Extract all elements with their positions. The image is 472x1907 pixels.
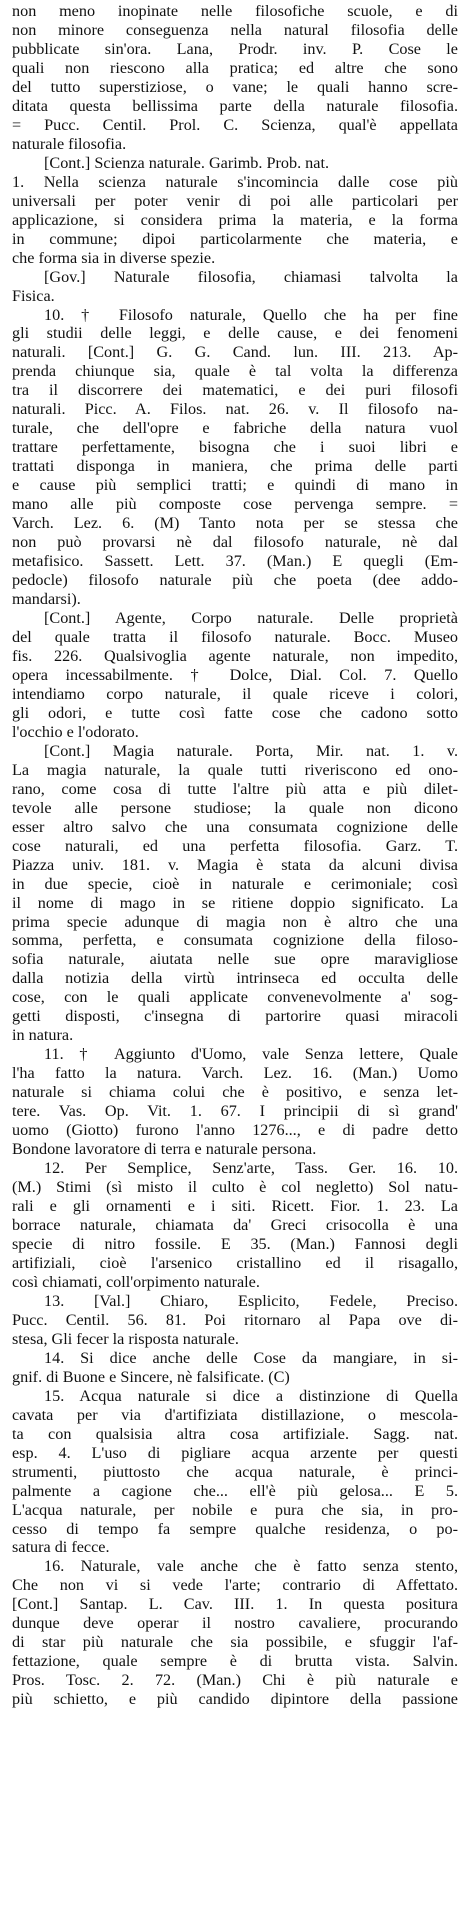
text-line: 13. [Val.] Chiaro, Esplicito, Fedele, Preciso.	[44, 1291, 458, 1310]
text-line: pedocle) filosofo naturale più che poeta (dee addo-	[12, 571, 458, 590]
text-line: [Cont.] Magia naturale. Porta, Mir. nat. 1. v.	[44, 741, 458, 760]
text-line: gli odori, e tutte così fatte cose che cadono sotto	[12, 703, 458, 722]
text-line: intendiamo corpo naturale, il quale riceve i colori,	[12, 684, 458, 703]
text-line: che forma sia in diverse spezie.	[12, 248, 216, 267]
text-line: sofia naturale, aiutata nelle sue opre maravigliose	[12, 950, 458, 969]
text-line: trattati disponga in maniera, che prima delle parti	[12, 457, 458, 476]
text-line: prenda chiunque sia, quale è tal volta la differenza	[12, 362, 458, 381]
text-line: Fisica.	[12, 286, 55, 305]
text-line: naturali. [Cont.] G. G. Cand. lun. III. 213. Ap-	[12, 343, 458, 362]
text-line: fettazione, quale sempre è di brutta vista. Salvin.	[12, 1652, 458, 1671]
text-line: [Cont.] Santap. L. Cav. III. 1. In questa positura	[12, 1595, 458, 1614]
text-line: Pucc. Centil. 56. 81. Poi ritornaro al Papa ove di-	[12, 1310, 458, 1329]
text-line: uomo (Giotto) furono l'anno 1276..., e di padre detto	[12, 1121, 458, 1140]
text-line: cavata per via d'artifiziata distillazione, o mescola-	[12, 1405, 458, 1424]
text-line: applicazione, si considera prima la materia, e la forma	[12, 210, 458, 229]
text-line: 11. † Aggiunto d'Uomo, vale Senza lettere, Quale	[44, 1045, 458, 1064]
text-line: cose naturali, ed una perfetta filosofia. Garz. T.	[12, 836, 458, 855]
text-line: non minore conseguenza nella natural filosofia delle	[12, 20, 458, 39]
text-line: il nome di mago in se ritiene doppio significato. La	[12, 893, 458, 912]
text-line: naturale si chiama colui che è positivo, e senza let-	[12, 1083, 458, 1102]
text-line: esp. 4. L'uso di pigliare acqua arzente per questi	[12, 1443, 458, 1462]
text-line: del quale tratta il filosofo naturale. Bocc. Museo	[12, 627, 458, 646]
text-line: Piazza univ. 181. v. Magia è stata da alcuni divisa	[12, 855, 458, 874]
text-line: gnif. di Buone e Sincere, nè falsificate. (C)	[12, 1367, 290, 1386]
text-line: mandarsi).	[12, 590, 81, 609]
text-line: satura di fecce.	[12, 1538, 110, 1557]
text-line: dalla notizia della virtù intrinseca ed occulta delle	[12, 969, 458, 988]
text-line: l'ha fatto la natura. Varch. Lez. 16. (Man.) Uomo	[12, 1064, 458, 1083]
text-line: tra il discorrere dei matematici, e dei puri filosofi	[12, 381, 458, 400]
text-line: Pros. Tosc. 2. 72. (Man.) Chi è più naturale e	[12, 1671, 458, 1690]
text-line: palmente a cagione che... ell'è più gelosa... E 5.	[12, 1481, 458, 1500]
text-line: tere. Vas. Op. Vit. 1. 67. I principii di sì grand'	[12, 1102, 458, 1121]
text-line: Bondone lavoratore di terra e naturale persona.	[12, 1140, 317, 1159]
text-line: l'occhio e l'odorato.	[12, 722, 139, 741]
text-line: naturali. Picc. A. Filos. nat. 26. v. Il filosofo na-	[12, 400, 458, 419]
text-line: (M.) Stimi (sì misto il culto è col negletto) Sol natu-	[12, 1178, 458, 1197]
text-line: 12. Per Semplice, Senz'arte, Tass. Ger. 16. 10.	[44, 1159, 458, 1178]
text-line: rano, come cosa di tutte l'altre più atta e più dilet-	[12, 779, 458, 798]
text-line: naturale filosofia.	[12, 134, 127, 153]
text-line: di star più naturale che sia possibile, e sfuggir l'af-	[12, 1633, 458, 1652]
text-line: mano alle più composte cose pervenga sempre. =	[12, 495, 458, 514]
text-line: trattare perfettamente, bisogna che i suoi libri e	[12, 438, 458, 457]
text-line: L'acqua naturale, per nobile e pura che sia, in pro-	[12, 1500, 458, 1519]
text-line: così chiamati, coll'orpimento naturale.	[12, 1272, 260, 1291]
text-line: cose, con le quali applicate convenevolmente a' sog-	[12, 988, 458, 1007]
text-line: 15. Acqua naturale si dice a distinzione di Quella	[44, 1386, 458, 1405]
text-line: più schietto, e più candido dipintore della passione	[12, 1690, 458, 1709]
text-line: tevole alle persone studiose; la quale non dicono	[12, 798, 458, 817]
dictionary-column	[12, 2, 458, 1709]
text-line: ta con qualsisia altra cosa artifiziale. Sagg. nat.	[12, 1424, 458, 1443]
text-line: turale, che dell'opre e fabriche della natura vuol	[12, 419, 458, 438]
text-line: somma, perfetta, e consumata cognizione della filoso-	[12, 931, 458, 950]
text-line: [Cont.] Agente, Corpo naturale. Delle proprietà	[44, 609, 458, 627]
text-line: quali non riescono alla pratica; ed altre che sono	[12, 58, 458, 77]
text-line: cesso di tempo fa sempre qualche residenza, o po-	[12, 1519, 458, 1538]
text-line: artifiziali, cioè l'arsenico cristallino ed il risagallo,	[12, 1253, 458, 1272]
text-line: Che non vi si vede l'arte; contrario di Affettato.	[12, 1576, 458, 1595]
text-line: 14. Si dice anche delle Cose da mangiare, in si-	[44, 1348, 458, 1367]
text-line: in natura.	[12, 1026, 74, 1045]
text-line: [Gov.] Naturale filosofia, chiamasi talvolta la	[44, 267, 458, 286]
text-line: metafisico. Sassett. Lett. 37. (Man.) E quegli (Em-	[12, 552, 458, 571]
text-line: [Cont.] Scienza naturale. Garimb. Prob. nat.	[44, 153, 329, 172]
text-line: ditata questa bellissima parte della naturale filosofia.	[12, 96, 458, 115]
text-line: 16. Naturale, vale anche che è fatto senza stento,	[44, 1557, 458, 1576]
text-line: gli studii delle leggi, e delle cause, e dei fenomeni	[12, 324, 458, 343]
text-line: non meno inopinate nelle filosofiche scuole, e di	[12, 2, 458, 20]
text-line: fis. 226. Qualsivoglia agente naturale, non impedito,	[12, 646, 458, 665]
text-line: prima specie adunque di magia non è altro che una	[12, 912, 458, 931]
text-line: getti disposti, c'insegna di partorire quasi miracoli	[12, 1007, 458, 1026]
text-line: stesa, Gli fecer la risposta naturale.	[12, 1329, 239, 1348]
text-line: Varch. Lez. 6. (M) Tanto nota per se stessa che	[12, 514, 458, 533]
text-line: in due specie, cioè in naturale e cerimoniale; così	[12, 874, 458, 893]
text-line: non può provarsi nè dal filosofo naturale, nè dal	[12, 533, 458, 552]
text-line: universali per poter venir di poi alle particolari per	[12, 191, 458, 210]
text-line: esser altro salvo che una consumata cognizione delle	[12, 817, 458, 836]
text-line: opera incessabilmente. † Dolce, Dial. Col. 7. Quello	[12, 665, 458, 684]
text-line: 10. † Filosofo naturale, Quello che ha per fine	[44, 305, 458, 324]
text-line: specie di nitro fossile. E 35. (Man.) Fannosi degli	[12, 1234, 458, 1253]
text-line: dunque deve operar il nostro cavaliere, procurando	[12, 1614, 458, 1633]
text-line: 1. Nella scienza naturale s'incomincia dalle cose più	[12, 172, 458, 191]
text-line: e cause più semplici tratti; e quindi di mano in	[12, 476, 458, 495]
text-line: La magia naturale, la quale tutti riveriscono ed ono-	[12, 760, 458, 779]
text-line: borrace naturale, chiamata da' Greci crisocolla è una	[12, 1216, 458, 1234]
text-line: rali e gli ornamenti e i siti. Ricett. Fior. 1. 23. La	[12, 1197, 458, 1216]
text-line: pubblicate sin'ora. Lana, Prodr. inv. P. Cose le	[12, 39, 458, 58]
text-line: = Pucc. Centil. Prol. C. Scienza, qual'è appellata	[12, 115, 458, 134]
text-line: strumenti, piuttosto che acqua naturale, è princi-	[12, 1462, 458, 1481]
text-line: in commune; dipoi particolarmente che materia, e	[12, 229, 458, 248]
text-line: del tutto superstiziose, o vane; le quali hanno scre-	[12, 77, 458, 96]
